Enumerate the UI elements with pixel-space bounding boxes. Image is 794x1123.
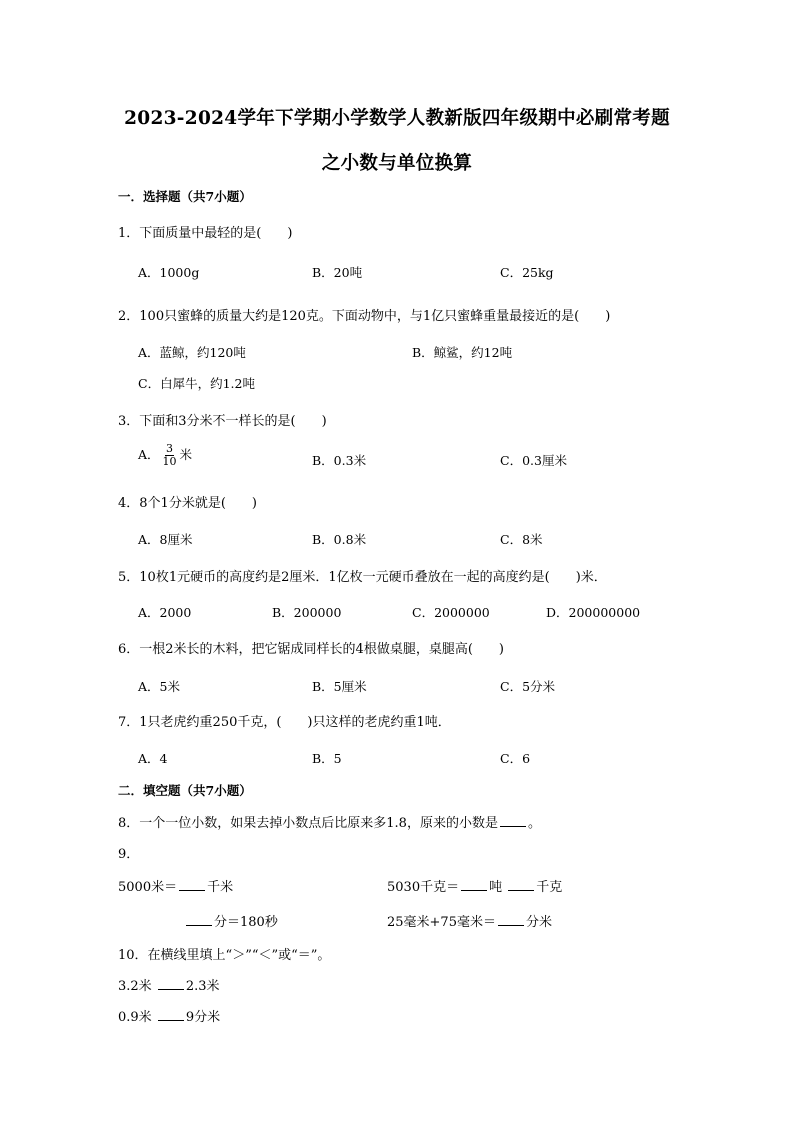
question-2: 2．100只蜜蜂的质量大约是120克。下面动物中，与1亿只蜜蜂重量最接近的是( ) bbox=[118, 309, 611, 324]
question-5: 5．10枚1元硬币的高度约是2厘米．1亿枚一元硬币叠放在一起的高度约是( )米． bbox=[118, 570, 607, 585]
q1-option-b: B．20吨 bbox=[312, 265, 363, 280]
question-4: 4．8个1分米就是( ) bbox=[118, 496, 257, 511]
question-3: 3．下面和3分米不一样长的是( ) bbox=[118, 414, 327, 429]
q5-option-b: B．200000 bbox=[272, 605, 342, 620]
q3-option-b: B．0.3米 bbox=[312, 453, 367, 468]
q6-option-a: A．5米 bbox=[138, 679, 180, 694]
question-10: 10．在横线里填上“＞”“＜”或“＝”。 bbox=[118, 948, 331, 963]
fraction bbox=[162, 443, 178, 468]
answer-blank[interactable] bbox=[158, 1009, 184, 1021]
page-subtitle: 之小数与单位换算 bbox=[321, 153, 473, 174]
q4-option-a: A．8厘米 bbox=[138, 532, 193, 547]
q8-end: 。 bbox=[527, 816, 541, 831]
q5-option-c: C．2000000 bbox=[412, 605, 490, 620]
q9-item-2 bbox=[387, 876, 562, 895]
fraction-numerator: 3 bbox=[166, 442, 174, 455]
q10-item-1 bbox=[118, 975, 220, 994]
q7-option-b: B．5 bbox=[312, 751, 342, 766]
q9-item-2-unit2: 千克 bbox=[536, 880, 563, 895]
q4-option-b: B．0.8米 bbox=[312, 532, 367, 547]
q9-item-2-unit1: 吨 bbox=[489, 880, 503, 895]
q4-option-c: C．8米 bbox=[500, 532, 543, 547]
q9-item-4-text: 25毫米+75毫米＝ bbox=[387, 915, 496, 930]
q2-option-a: A．蓝鲸，约120吨 bbox=[138, 345, 246, 360]
q9-item-2-text: 5030千克＝ bbox=[387, 880, 460, 895]
q10-item-1-right: 2.3米 bbox=[185, 979, 220, 994]
answer-blank[interactable] bbox=[158, 978, 184, 990]
q9-item-3 bbox=[184, 911, 278, 930]
q9-item-1-text: 5000米＝ bbox=[118, 880, 178, 895]
q7-option-a: A．4 bbox=[138, 751, 168, 766]
answer-blank[interactable] bbox=[179, 879, 205, 891]
q1-option-c: C．25kg bbox=[500, 265, 554, 280]
question-8 bbox=[118, 812, 541, 831]
answer-blank[interactable] bbox=[186, 914, 212, 926]
q7-option-c: C．6 bbox=[500, 751, 531, 766]
answer-blank[interactable] bbox=[508, 879, 534, 891]
fraction-denominator: 10 bbox=[162, 455, 177, 468]
q10-item-2-left: 0.9米 bbox=[118, 1010, 152, 1025]
q10-item-2 bbox=[118, 1006, 220, 1025]
q3-option-a-unit: 米 bbox=[179, 447, 193, 462]
q5-option-d: D．200000000 bbox=[546, 605, 641, 620]
answer-blank[interactable] bbox=[461, 879, 487, 891]
q3-option-a bbox=[138, 443, 192, 468]
question-7: 7．1只老虎约重250千克，( )只这样的老虎约重1吨． bbox=[118, 715, 451, 730]
q2-option-b: B．鲸鲨，约12吨 bbox=[412, 345, 513, 360]
page-title: 2023-2024学年下学期小学数学人教新版四年级期中必刷常考题 bbox=[124, 108, 670, 129]
q3-option-a-label: A． bbox=[138, 447, 160, 462]
q9-item-4-unit: 分米 bbox=[525, 915, 552, 930]
q6-option-b: B．5厘米 bbox=[312, 679, 367, 694]
section-heading-fill: 二．填空题（共7小题） bbox=[118, 783, 252, 798]
answer-blank[interactable] bbox=[500, 815, 526, 827]
q10-item-2-right: 9分米 bbox=[185, 1010, 221, 1025]
section-heading-choice: 一．选择题（共7小题） bbox=[118, 189, 252, 204]
question-1: 1．下面质量中最轻的是( ) bbox=[118, 226, 293, 241]
question-6: 6．一根2米长的木料，把它锯成同样长的4根做桌腿，桌腿高( ) bbox=[118, 642, 504, 657]
q10-item-1-left: 3.2米 bbox=[118, 979, 152, 994]
q1-option-a: A．1000g bbox=[138, 265, 200, 280]
q2-option-c: C．白犀牛，约1.2吨 bbox=[138, 376, 255, 391]
question-9: 9． bbox=[118, 847, 140, 862]
q8-text: 8．一个一位小数，如果去掉小数点后比原来多1.8，原来的小数是 bbox=[118, 816, 498, 831]
q9-item-1-unit: 千米 bbox=[207, 880, 234, 895]
q5-option-a: A．2000 bbox=[138, 605, 192, 620]
q9-item-1 bbox=[118, 876, 233, 895]
q3-option-c: C．0.3厘米 bbox=[500, 453, 567, 468]
q9-item-4 bbox=[387, 911, 552, 930]
q6-option-c: C．5分米 bbox=[500, 679, 556, 694]
q9-item-3-text: 分＝180秒 bbox=[214, 915, 278, 930]
answer-blank[interactable] bbox=[498, 914, 524, 926]
